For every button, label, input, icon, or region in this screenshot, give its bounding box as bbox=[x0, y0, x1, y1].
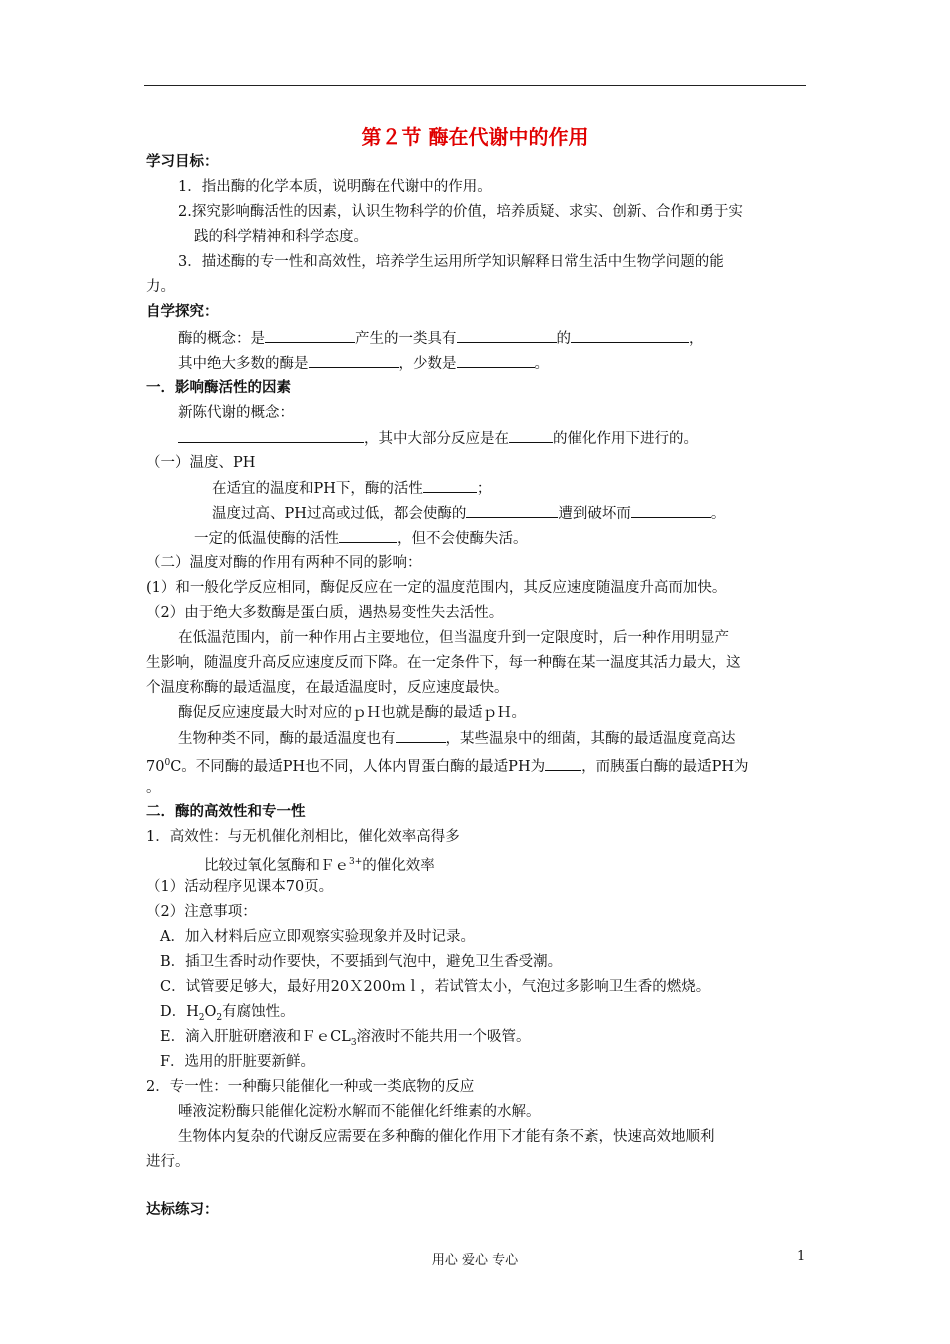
fill-blank[interactable] bbox=[396, 728, 446, 743]
majority-text-a: 其中绝大多数的酶是 bbox=[178, 356, 309, 372]
low-line bbox=[194, 528, 528, 549]
goal-2-cont: 践的科学精神和科学态度。 bbox=[194, 229, 368, 245]
fill-blank[interactable] bbox=[631, 503, 711, 518]
goal-3: 3．描述酶的专一性和高效性，培养学生运用所学知识解释日常生活中生物学问题的能 bbox=[178, 254, 724, 270]
high-text-b: 遭到破坏而 bbox=[558, 506, 631, 522]
fill-blank[interactable] bbox=[178, 428, 364, 443]
two-effects-heading: （二）温度对酶的作用有两种不同的影响： bbox=[146, 555, 422, 571]
self-study-heading: 自学探究： bbox=[146, 304, 219, 320]
paragraph-line: 进行。 bbox=[146, 1154, 190, 1170]
note-d-text: 有腐蚀性。 bbox=[222, 1004, 295, 1020]
low-text-a: 一定的低温使酶的活性 bbox=[194, 531, 339, 547]
temp-value: 70 bbox=[146, 758, 165, 775]
charge-sup: 3+ bbox=[349, 857, 363, 867]
efficiency-compare bbox=[204, 852, 435, 876]
species-line bbox=[178, 728, 736, 749]
concept-text-a: 酶的概念：是 bbox=[178, 331, 265, 347]
page-title: 第２节 酶在代谢中的作用 bbox=[361, 125, 589, 149]
goal-2: 2.探究影响酶活性的因素，认识生物科学的价值，培养质疑、求实、创新、合作和勇于实 bbox=[178, 204, 743, 220]
note-d-text: O bbox=[204, 1004, 217, 1020]
high-text-a: 温度过高、PH过高或过低，都会使酶的 bbox=[212, 506, 467, 522]
species-line-3: 。 bbox=[146, 780, 161, 796]
specificity-line: 2．专一性：一种酶只能催化一种或一类底物的反应 bbox=[146, 1079, 475, 1095]
note-c: C．试管要足够大，最好用20Ｘ200ｍｌ，若试管太小，气泡过多影响卫生香的燃烧。 bbox=[160, 979, 711, 995]
concept-text-c: 的 bbox=[556, 331, 571, 347]
temp-ph-heading: （一）温度、PH bbox=[146, 455, 256, 471]
note-d-text: D．H bbox=[160, 1004, 199, 1020]
fill-blank[interactable] bbox=[309, 353, 399, 368]
metabolism-line bbox=[178, 428, 698, 449]
optimal-line bbox=[212, 478, 491, 499]
species-line-2 bbox=[146, 753, 749, 777]
fill-blank[interactable] bbox=[457, 353, 535, 368]
effect-2: （2）由于绝大多数酶是蛋白质，遇热易变性失去活性。 bbox=[146, 605, 504, 621]
optimal-text-b: ； bbox=[476, 481, 492, 497]
species-text-b: ，某些温泉中的细菌，其酶的最适温度竟高达 bbox=[445, 731, 736, 747]
section-1-heading: 一．影响酶活性的因素 bbox=[146, 380, 291, 396]
low-text-b: ，但不会使酶失活。 bbox=[397, 531, 528, 547]
paragraph-line: 生物体内复杂的代谢反应需要在多种酶的催化作用下才能有条不紊，快速高效地顺利 bbox=[178, 1129, 715, 1145]
note-e-text: E．滴入肝脏研磨液和ＦｅCL bbox=[160, 1029, 351, 1045]
enzyme-majority-line bbox=[178, 353, 549, 374]
page-footer: 用心 爱心 专心 bbox=[431, 1253, 519, 1268]
subscript: 2 bbox=[216, 1012, 223, 1023]
note-e bbox=[160, 1027, 531, 1053]
fill-blank[interactable] bbox=[571, 328, 689, 343]
fill-blank[interactable] bbox=[265, 328, 355, 343]
note-b: B．插卫生香时动作要快，不要插到气泡中，避免卫生香受潮。 bbox=[160, 954, 563, 970]
subscript: 3 bbox=[350, 1037, 357, 1048]
majority-text-c: 。 bbox=[534, 356, 549, 372]
procedure-line: （1）活动程序见课本70页。 bbox=[146, 879, 334, 895]
compare-text-a: 比较过氧化氢酶和Ｆｅ bbox=[204, 857, 349, 874]
optimal-text-a: 在适宜的温度和PH下，酶的活性 bbox=[212, 481, 423, 497]
metabolism-text-a: ，其中大部分反应是在 bbox=[364, 431, 509, 447]
paragraph-line: 个温度称酶的最适温度，在最适温度时，反应速度最快。 bbox=[146, 680, 509, 696]
compare-text-b: 的催化效率 bbox=[362, 857, 435, 874]
species-text-c: C。不同酶的最适PH也不同，人体内胃蛋白酶的最适PH为 bbox=[170, 758, 546, 775]
goal-3-cont: 力。 bbox=[146, 279, 175, 295]
fill-blank[interactable] bbox=[509, 428, 553, 443]
high-line bbox=[212, 503, 725, 524]
paragraph-line: 在低温范围内，前一种作用占主要地位，但当温度升到一定限度时，后一种作用明显产 bbox=[178, 630, 729, 646]
high-text-c: 。 bbox=[710, 506, 726, 522]
note-f: F．选用的肝脏要新鲜。 bbox=[160, 1054, 316, 1070]
majority-text-b: ，少数是 bbox=[398, 356, 457, 372]
goal-1: 1．指出酶的化学本质，说明酶在代谢中的作用。 bbox=[178, 179, 492, 195]
fill-blank[interactable] bbox=[457, 328, 557, 343]
note-a: A．加入材料后应立即观察实验现象并及时记录。 bbox=[160, 929, 475, 945]
concept-text-d: ， bbox=[689, 331, 704, 347]
fill-blank[interactable] bbox=[545, 756, 581, 771]
efficiency-line: 1．高效性：与无机催化剂相比，催化效率高得多 bbox=[146, 829, 460, 845]
species-text-d: ，而胰蛋白酶的最适PH为 bbox=[581, 758, 749, 775]
enzyme-concept-line bbox=[178, 328, 704, 349]
paragraph-line: 生影响，随温度升高反应速度反而下降。在一定条件下，每一种酶在某一温度其活力最大，这 bbox=[146, 655, 741, 671]
note-e-text: 溶液时不能共用一个吸管。 bbox=[356, 1029, 531, 1045]
fill-blank[interactable] bbox=[466, 503, 558, 518]
concept-text-b: 产生的一类具有 bbox=[355, 331, 457, 347]
header-rule bbox=[144, 85, 806, 86]
goals-heading: 学习目标： bbox=[146, 154, 219, 170]
effect-1: (1）和一般化学反应相同，酶促反应在一定的温度范围内，其反应速度随温度升高而加快。 bbox=[146, 580, 727, 596]
subscript: 2 bbox=[198, 1012, 205, 1023]
species-text-a: 生物种类不同，酶的最适温度也有 bbox=[178, 731, 396, 747]
notes-heading: （2）注意事项： bbox=[146, 904, 257, 920]
fill-blank[interactable] bbox=[423, 478, 477, 493]
fill-blank[interactable] bbox=[339, 528, 397, 543]
section-2-heading: 二．酶的高效性和专一性 bbox=[146, 804, 306, 820]
optimal-ph-line: 酶促反应速度最大时对应的ｐＨ也就是酶的最适ｐＨ。 bbox=[178, 705, 526, 721]
metabolism-text-b: 的催化作用下进行的。 bbox=[553, 431, 698, 447]
exercise-heading: 达标练习： bbox=[146, 1202, 219, 1218]
page-number: 1 bbox=[797, 1249, 806, 1264]
metabolism-label: 新陈代谢的概念： bbox=[178, 405, 294, 421]
note-d bbox=[160, 1002, 295, 1028]
degree-sup: 0 bbox=[164, 758, 171, 768]
specificity-example: 唾液淀粉酶只能催化淀粉水解而不能催化纤维素的水解。 bbox=[178, 1104, 541, 1120]
